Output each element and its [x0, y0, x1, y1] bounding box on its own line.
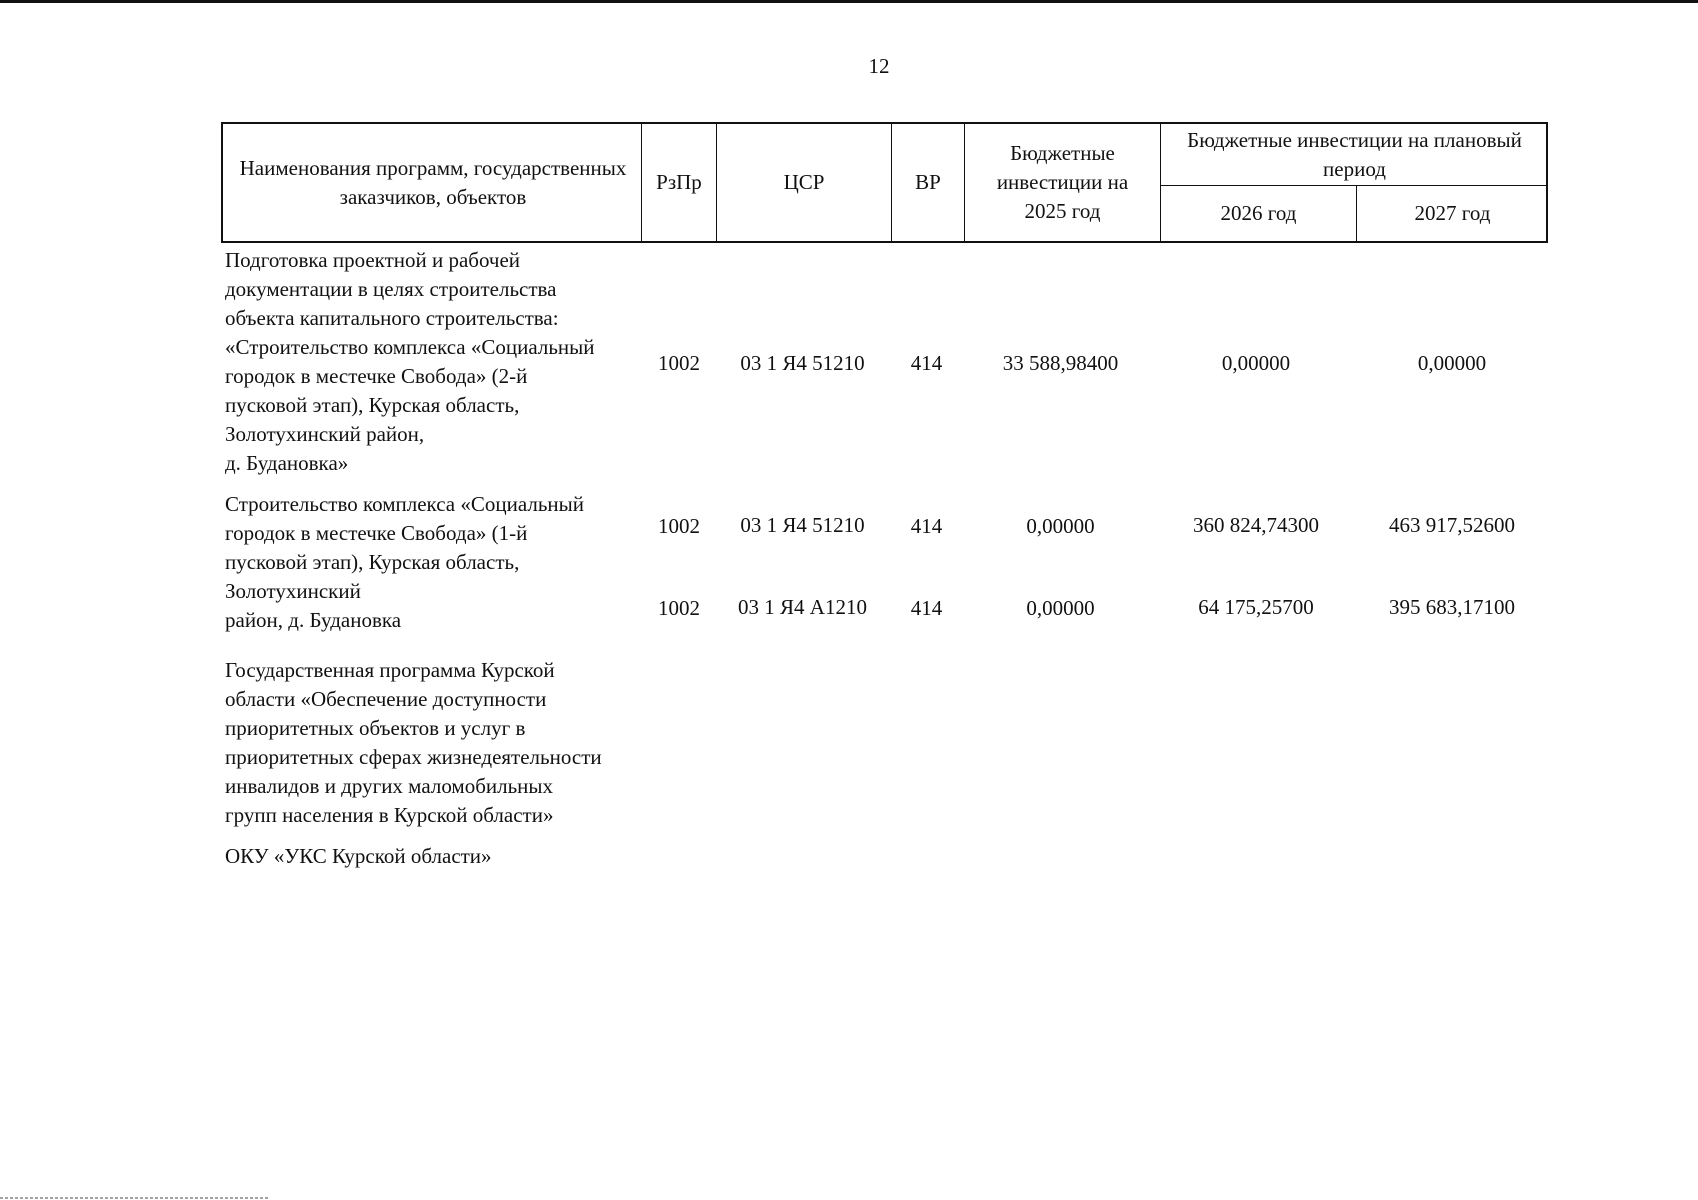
- row-3-csr: 03 1 Я4 А1210: [738, 595, 867, 619]
- header-year-2027: 2027 год: [1414, 201, 1491, 225]
- row-2-2025: 0,00000: [1026, 514, 1095, 538]
- header-vr: ВР: [915, 170, 941, 194]
- row-1-2027: 0,00000: [1417, 351, 1487, 375]
- table-header: [221, 122, 1548, 243]
- page-number: 12: [868, 54, 890, 78]
- row-2-2026: 360 824,74300: [1193, 513, 1319, 537]
- header-csr: ЦСР: [783, 170, 825, 194]
- row-1-name: Подготовка проектной и рабочей документации в целях строительства объекта капитального строительства: «Строительство комплекса «Социальный городок в местечке Свобода» (2-й пусковой этап), Курская область, Золотухинский район, д. Будановка»: [225, 248, 595, 475]
- row-3-2025: 0,00000: [1026, 596, 1095, 620]
- scan-artifact: [0, 1197, 270, 1199]
- row-2-2027: 463 917,52600: [1389, 513, 1515, 537]
- row-1-2025: 33 588,98400: [1002, 351, 1119, 375]
- row-3-2027: 395 683,17100: [1389, 595, 1515, 619]
- row-1-rzpr: 1002: [658, 351, 700, 375]
- row-3-vr: 414: [910, 596, 943, 620]
- row-2-vr: 414: [910, 514, 943, 538]
- header-investments-2025: Бюджетные инвестиции на 2025 год: [996, 141, 1129, 223]
- customer-name: ОКУ «УКС Курской области»: [225, 844, 492, 868]
- row-1-vr: 414: [910, 351, 943, 375]
- header-rzpr: РзПр: [656, 170, 702, 194]
- row-3-rzpr: 1002: [658, 596, 700, 620]
- program-title: Государственная программа Курской области «Обеспечение доступности приоритетных объектов и услуг в приоритетных сферах жизнедеятельности инвалидов и других маломобильных групп населения в Курской области»: [225, 658, 602, 827]
- page-top-edge: [0, 0, 1698, 3]
- header-name-column: Наименования программ, государственных заказчиков, объектов: [239, 155, 627, 209]
- header-divider: [964, 124, 965, 241]
- header-year-2026: 2026 год: [1220, 201, 1297, 225]
- row-3-2026: 64 175,25700: [1198, 595, 1314, 619]
- row-2-csr: 03 1 Я4 51210: [740, 513, 865, 537]
- row-1-csr: 03 1 Я4 51210: [740, 351, 865, 375]
- row-2-name: Строительство комплекса «Социальный городок в местечке Свобода» (1-й пусковой этап), Курская область, Золотухинский район, д. Будановка: [225, 492, 584, 632]
- row-2-rzpr: 1002: [658, 514, 700, 538]
- header-plan-period: Бюджетные инвестиции на плановый период: [1187, 127, 1522, 181]
- row-1-2026: 0,00000: [1221, 351, 1291, 375]
